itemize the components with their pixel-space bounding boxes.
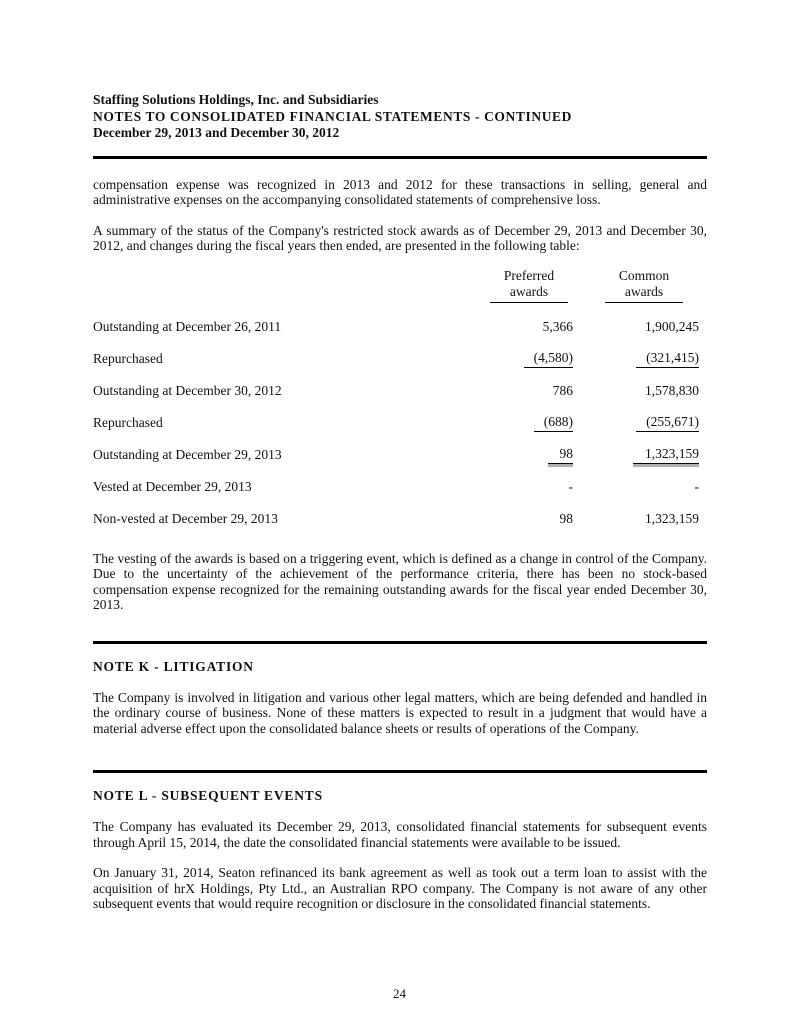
table-row	[93, 503, 707, 535]
preferred-value: (688)	[477, 414, 581, 432]
preferred-value: 5,366	[542, 318, 573, 334]
note-l-paragraph-2: On January 31, 2014, Seaton refinanced its bank agreement as well as took out a term loan to assist with the acquisition of hrX Holdings, Pty Ltd., an Australian RPO company. The Company is not aware of any other subsequent events that would require recognition or disclosure in the consolidated financial statements.	[93, 865, 707, 911]
preferred-value: 786	[552, 382, 573, 398]
intro-paragraph-1: compensation expense was recognized in 2013 and 2012 for these transactions in selling, general and administrative expenses on the accompanying consolidated statements of comprehensive loss.	[93, 176, 707, 207]
row-label: Repurchased	[93, 414, 163, 430]
row-label: Outstanding at December 29, 2013	[93, 446, 282, 462]
common-value: (255,671)	[581, 414, 707, 432]
company-name: Staffing Solutions Holdings, Inc. and Subsidiaries	[93, 92, 379, 107]
page-number: 24	[393, 986, 406, 1001]
table-row	[93, 375, 707, 407]
intro-paragraph-2: A summary of the status of the Company's restricted stock awards as of December 29, 2013 and December 30, 2012, and changes during the fiscal years then ended, are presented in the following table:	[93, 222, 707, 253]
restricted-stock-awards-table	[93, 268, 707, 535]
document-header	[93, 92, 707, 142]
note-k-paragraph: The Company is involved in litigation and various other legal matters, which are being defended and handled in the ordinary course of business. None of these matters is expected to result in a judgment that would have a material adverse effect upon the consolidated balance sheets or results of operations of the Company.	[93, 689, 707, 736]
preferred-value: -	[568, 478, 573, 494]
col-header-line: Common	[618, 267, 670, 283]
preferred-value: 98	[477, 446, 581, 464]
col-header-line: awards	[624, 283, 664, 299]
note-l-paragraph-1: The Company has evaluated its December 29, 2013, consolidated financial statements for subsequent events through April 15, 2014, the date the consolidated financial statements were available to be issued.	[93, 819, 707, 850]
row-label: Outstanding at December 30, 2012	[93, 382, 282, 398]
col-header-line: awards	[509, 283, 549, 299]
report-dates: December 29, 2013 and December 30, 2012	[93, 125, 340, 140]
note-l-divider-rule	[93, 770, 707, 773]
row-label: Repurchased	[93, 350, 163, 366]
document-title: NOTES TO CONSOLIDATED FINANCIAL STATEMENTS - CONTINUED	[93, 108, 572, 124]
common-awards-column-header	[581, 268, 707, 305]
table-row	[93, 407, 707, 439]
table-row	[93, 311, 707, 343]
table-header-row	[93, 268, 707, 305]
common-value: 1,323,159	[581, 446, 707, 464]
table-row	[93, 343, 707, 375]
table-row	[93, 439, 707, 471]
col-header-line: Preferred	[503, 267, 555, 283]
note-k-divider-rule	[93, 641, 707, 644]
row-label: Vested at December 29, 2013	[93, 478, 252, 494]
common-value: 1,900,245	[645, 318, 699, 334]
note-k-title: NOTE K - LITIGATION	[93, 658, 254, 674]
common-value: (321,415)	[581, 350, 707, 368]
note-l-title: NOTE L - SUBSEQUENT EVENTS	[93, 788, 323, 803]
common-value: 1,323,159	[645, 510, 699, 526]
common-value: 1,578,830	[645, 382, 699, 398]
vesting-paragraph: The vesting of the awards is based on a triggering event, which is defined as a change in control of the Company. Due to the uncertainty of the achievement of the performance criteria, there has been no stock-based compensation expense recognized for the remaining outstanding awards for the fiscal year ended December 30, 2013.	[93, 550, 707, 612]
preferred-value: (4,580)	[477, 350, 581, 368]
common-value: -	[694, 478, 699, 494]
row-label: Outstanding at December 26, 2011	[93, 318, 282, 334]
page-content	[93, 92, 707, 912]
row-label: Non-vested at December 29, 2013	[93, 510, 278, 526]
table-row	[93, 471, 707, 503]
preferred-value: 98	[559, 510, 573, 526]
preferred-awards-column-header	[477, 268, 581, 305]
header-divider-rule	[93, 156, 707, 159]
